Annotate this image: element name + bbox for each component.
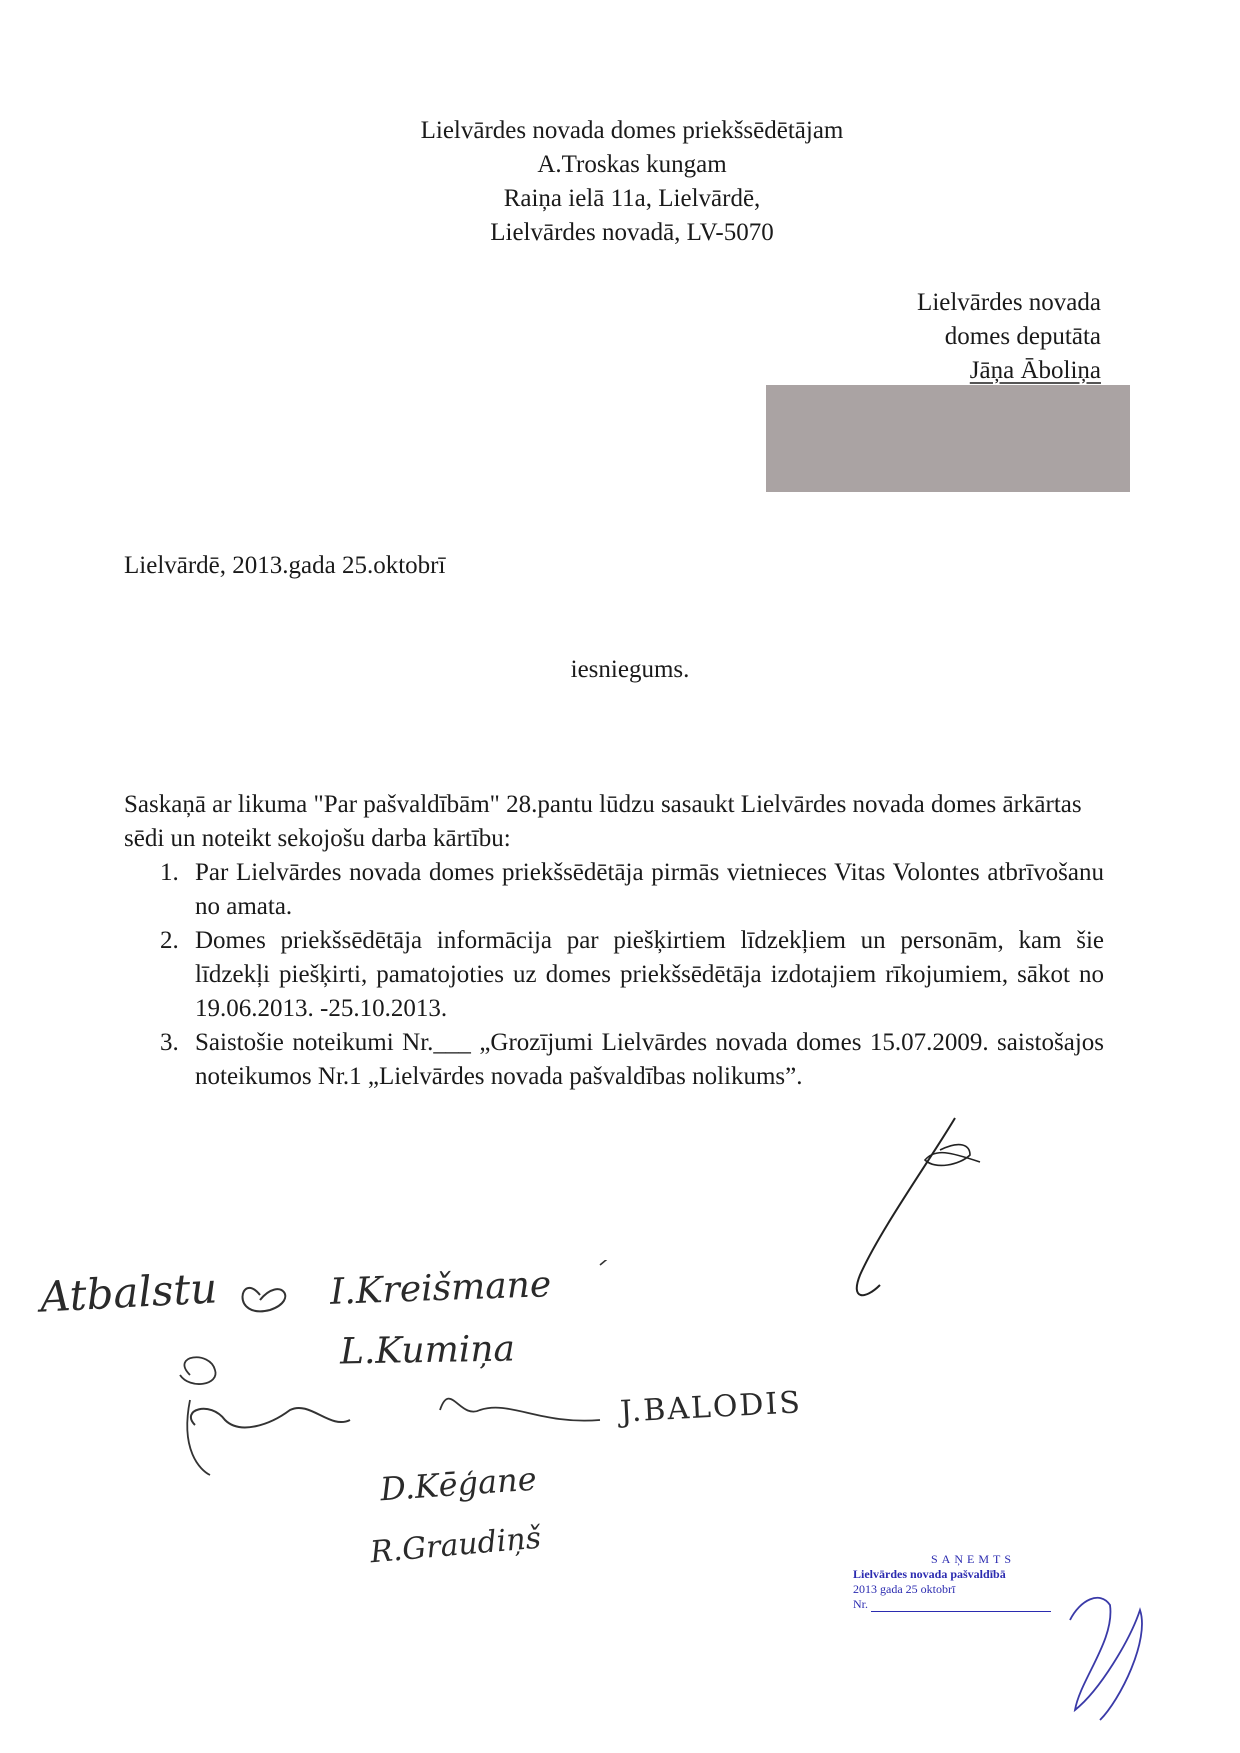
supporter-name: R.Graudiņš [368,1520,543,1571]
support-word: Atbalstu [38,1263,219,1322]
agenda-list [124,856,1104,1094]
recipient-line: Raiņa ielā 11a, Lielvārdē, [503,185,761,212]
agenda-item [124,1026,1104,1094]
recipient-line: Lielvārdes novada domes priekšsēdētājam [420,117,844,144]
stamp-signature [1040,1580,1170,1730]
document-title [0,656,1240,684]
recipient-line: Lielvārdes novadā, LV-5070 [490,219,774,246]
support-signatures [38,1260,900,1571]
supporter-name: I.Kreišmane [329,1264,552,1313]
agenda-item-number: 3. [160,1029,179,1056]
agenda-item [124,856,1104,924]
supporter-name: L.Kumiņa [339,1328,516,1373]
sender-line: Lielvārdes novada [917,289,1101,316]
body-intro: Saskaņā ar likuma "Par pašvaldībām" 28.pantu lūdzu sasaukt Lielvārdes novada domes ārkārtas sēdi un noteikt sekojošu darba kārtību: [124,791,1082,852]
agenda-item [124,924,1104,1026]
stamp-nr-line [871,1611,1051,1612]
document-date: Lielvārdē, 2013.gada 25.oktobrī [124,552,446,579]
sender-line: domes deputāta [944,323,1101,350]
sender-line: Jāņa Āboliņa [969,357,1101,384]
document-title-text: iesniegums. [570,656,690,683]
supporter-name: D.Kēģane [378,1459,538,1509]
stamp-org: Lielvārdes novada pašvaldībā [853,1567,1006,1581]
redaction-box [766,385,1130,492]
agenda-item-text: Domes priekšsēdētāja informācija par piešķirtiem līdzekļiem un personām, kam šie līdzekļi piešķirti, pamatojoties uz domes priekšsēdētāja izdotajiem rīkojumiem, sākot no 19.06.2013. -25.10.2013. [195,927,1104,1022]
document-body [124,788,1104,1094]
sender-block [917,286,1101,388]
agenda-item-text: Par Lielvārdes novada domes priekšsēdētāja pirmās vietnieces Vitas Volontes atbrīvošanu no amata. [195,859,1104,920]
agenda-item-text: Saistošie noteikumi Nr.___ „Grozījumi Lielvārdes novada domes 15.07.2009. saistošajos noteikumos Nr.1 „Lielvārdes novada pašvaldības nolikums”. [195,1029,1104,1090]
recipient-block [0,114,1240,250]
stamp-nr-label: Nr. [853,1597,868,1611]
recipient-line: A.Troskas kungam [537,151,727,178]
stamp-date: 2013 gada 25 oktobrī [853,1582,956,1596]
agenda-item-number: 2. [160,927,179,954]
agenda-item-number: 1. [160,859,179,886]
stamp-heading: SAŅEMTS [930,1552,1015,1566]
supporter-name: J.BALODIS [619,1385,803,1430]
